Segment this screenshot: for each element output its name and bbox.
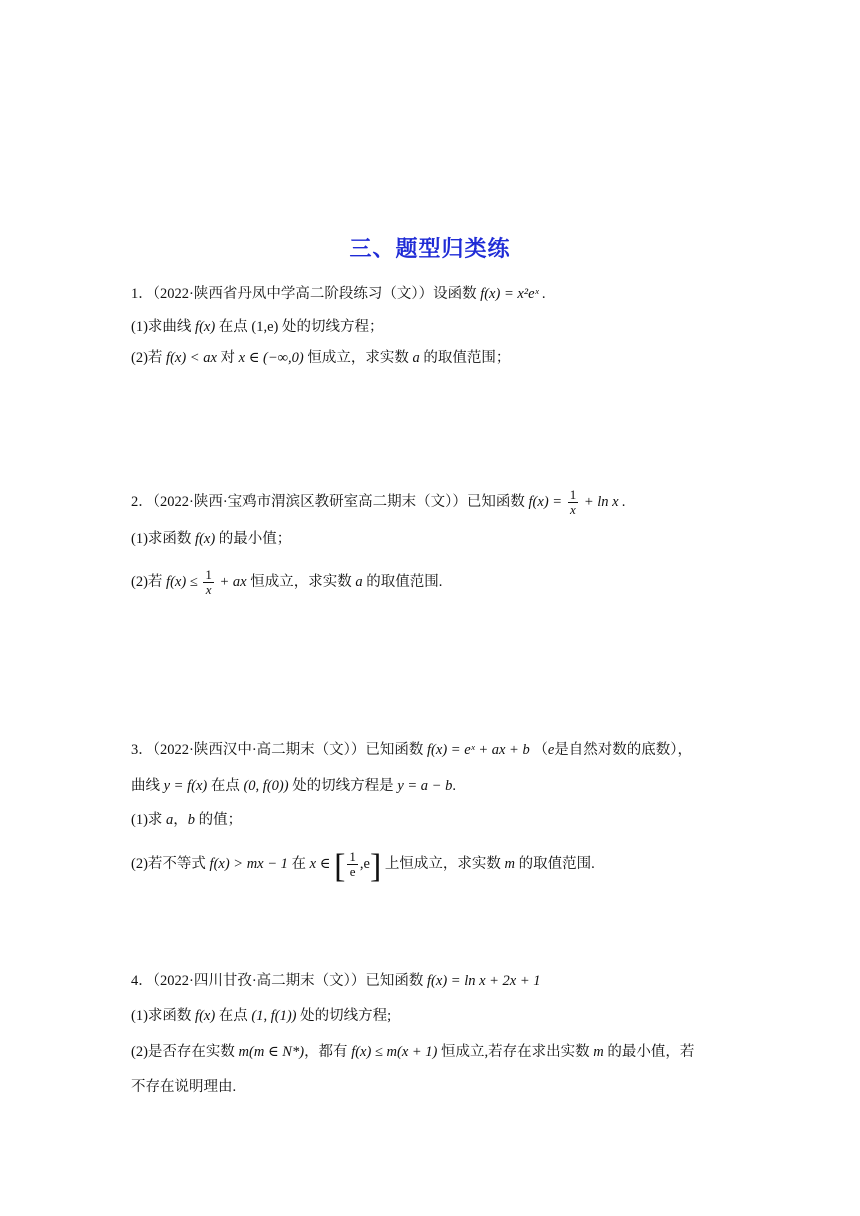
math: a xyxy=(166,812,174,828)
text: 的取值范围. xyxy=(366,573,443,590)
math: b xyxy=(187,812,196,828)
math: f(x) = ln x + 2x + 1 xyxy=(427,973,541,989)
math: x ∈ xyxy=(309,855,331,872)
math: e xyxy=(547,742,555,758)
text: (1)求曲线 xyxy=(131,319,192,335)
text: 上恒成立，求实数 xyxy=(384,855,501,872)
problem-2-source: 2．（2022·陕西·宝鸡市渭滨区教研室高二期末（文））已知函数 xyxy=(131,493,525,510)
text: 处的切线方程； xyxy=(282,319,384,335)
problem-3-header xyxy=(131,740,692,760)
math: a xyxy=(412,350,420,366)
text: 在点 xyxy=(218,1008,248,1024)
math: f(x) xyxy=(195,531,216,547)
math: f(x) = xyxy=(528,493,563,510)
text: ， xyxy=(173,812,188,828)
text: 的取值范围； xyxy=(423,350,511,366)
math: f(x) xyxy=(195,1008,216,1024)
text: 曲线 xyxy=(131,778,160,794)
right-bracket: ] xyxy=(369,847,382,885)
text: 恒成立，求实数 xyxy=(250,573,352,590)
fraction xyxy=(568,488,579,517)
math: m xyxy=(504,855,516,872)
text: (1)求函数 xyxy=(131,1008,192,1024)
problem-4-part-2 xyxy=(131,1042,694,1062)
denominator: x xyxy=(205,582,212,597)
math: (1,e) xyxy=(251,319,279,335)
problem-1-header xyxy=(131,284,546,304)
text: (1)求函数 xyxy=(131,531,192,547)
problem-4-source: 4．（2022·四川甘孜·高二期末（文））已知函数 xyxy=(131,973,424,989)
problem-2-part-2 xyxy=(131,568,442,597)
text: (1)求 xyxy=(131,812,163,828)
text: (2)若不等式 xyxy=(131,855,206,872)
problem-2-header xyxy=(131,488,626,517)
math: f(x) ≤ xyxy=(166,573,198,590)
math: f(x) ≤ m(x + 1) xyxy=(351,1044,438,1060)
problem-4-part-2-cont xyxy=(131,1077,236,1097)
text: 在点 xyxy=(218,319,248,335)
section-title: 三、题型归类练 xyxy=(349,237,511,262)
problem-1-part-2 xyxy=(131,348,510,368)
left-bracket: [ xyxy=(334,847,346,885)
math: (1, f(1)) xyxy=(251,1008,297,1024)
problem-1-function: f(x) = x²eˣ . xyxy=(480,286,546,302)
numerator: 1 xyxy=(569,487,577,502)
text: 处的切线方程是 xyxy=(292,778,394,794)
text: 恒成立，求实数 xyxy=(307,350,409,366)
text: (2)是否存在实数 xyxy=(131,1044,235,1060)
text: 的最小值； xyxy=(218,531,292,547)
text: 在点 xyxy=(210,778,240,794)
denominator: e xyxy=(349,864,356,879)
numerator: 1 xyxy=(205,567,212,582)
text: 的最小值，若 xyxy=(607,1044,695,1060)
math: y = a − b xyxy=(397,778,453,794)
problem-1-source: 1．（2022·陕西省丹凤中学高二阶段练习（文））设函数 xyxy=(131,286,477,302)
math: + ln x . xyxy=(583,493,626,510)
fraction xyxy=(347,850,358,879)
problem-4-header xyxy=(131,971,541,991)
text: （ xyxy=(533,742,548,758)
problem-2-part-1 xyxy=(131,529,291,549)
text: 对 xyxy=(220,350,236,366)
math: x ∈ (−∞,0) xyxy=(238,350,304,366)
text: (2)若 xyxy=(131,573,163,590)
text: 是自然对数的底数）， xyxy=(554,742,693,758)
text: 的取值范围. xyxy=(518,855,595,872)
math: + ax xyxy=(219,573,247,590)
text: 不存在说明理由. xyxy=(131,1079,237,1095)
fraction xyxy=(203,568,214,597)
problem-3-part-1 xyxy=(131,810,242,830)
text: . xyxy=(452,778,456,794)
math: f(x) > mx − 1 xyxy=(209,855,288,872)
text: ，都有 xyxy=(304,1044,348,1060)
text: 处的切线方程; xyxy=(300,1008,392,1024)
numerator: 1 xyxy=(349,849,356,864)
problem-3-part-2 xyxy=(131,847,595,885)
problem-1-part-1 xyxy=(131,317,384,337)
text: 恒成立,若存在求出实数 xyxy=(441,1044,590,1060)
text: 的值； xyxy=(198,812,243,828)
math: y = f(x) xyxy=(163,778,208,794)
math: f(x) = eˣ + ax + b xyxy=(427,742,530,758)
denominator: x xyxy=(570,502,576,517)
problem-3-line-2 xyxy=(131,776,456,796)
math: ,e xyxy=(359,855,370,872)
text: 在 xyxy=(291,855,307,872)
math: a xyxy=(355,573,363,590)
problem-3-source: 3．（2022·陕西汉中·高二期末（文））已知函数 xyxy=(131,742,424,758)
math: f(x) < ax xyxy=(166,350,217,366)
text: (2)若 xyxy=(131,350,163,366)
math: m xyxy=(593,1044,604,1060)
math: (0, f(0)) xyxy=(243,778,289,794)
math: m(m ∈ N*) xyxy=(238,1044,305,1060)
problem-4-part-1 xyxy=(131,1006,391,1026)
math: f(x) xyxy=(195,319,216,335)
